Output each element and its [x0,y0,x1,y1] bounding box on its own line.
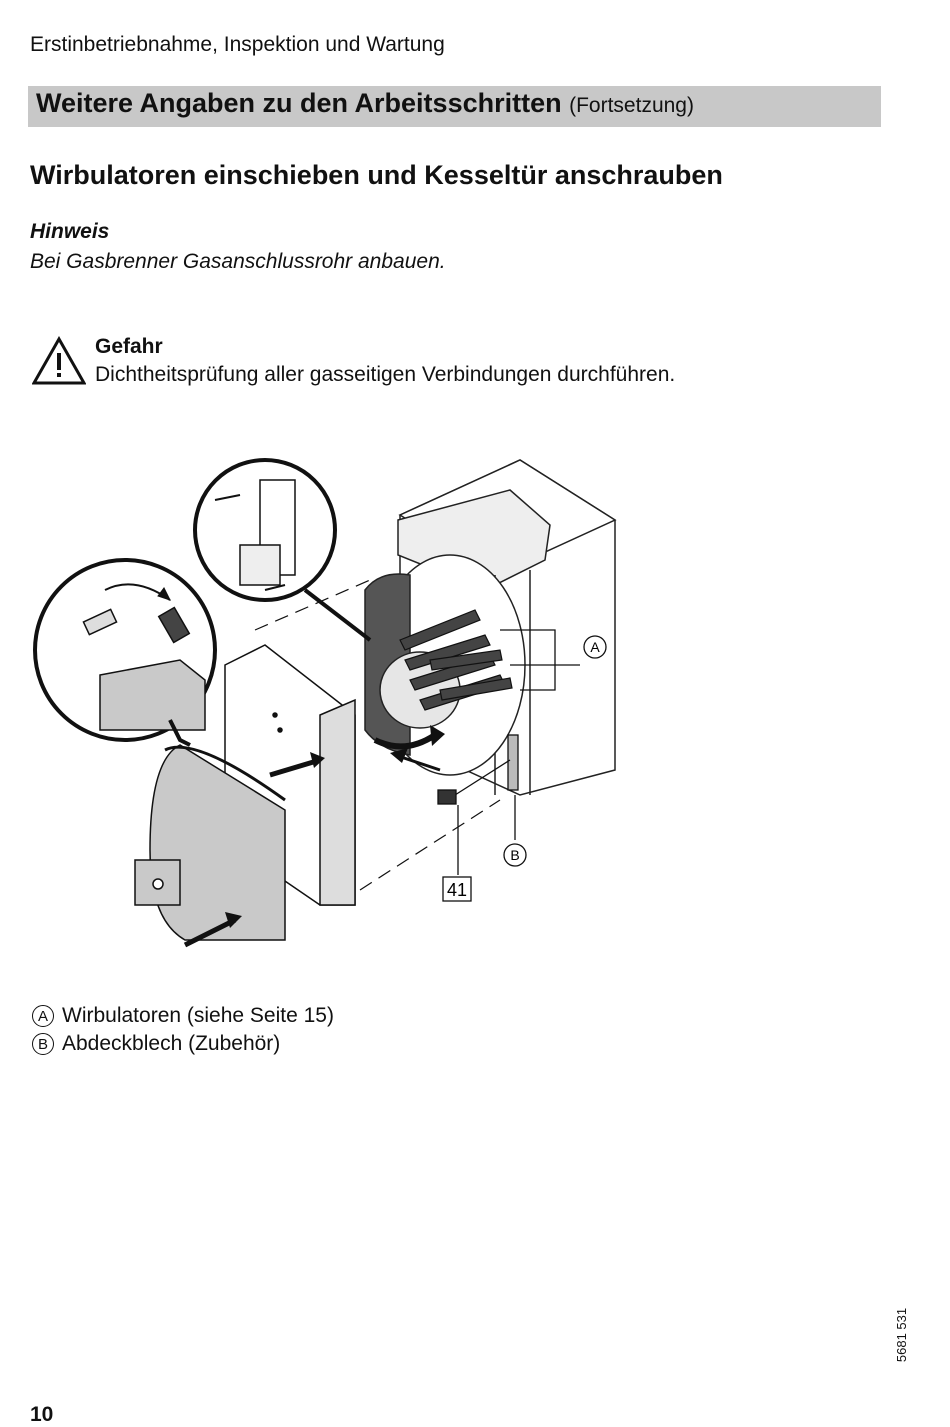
section-title [36,88,694,119]
legend-item [32,1004,334,1028]
legend-text: Abdeckblech (Zubehör) [62,1032,281,1055]
legend-letter: B [32,1033,54,1055]
detail-circle-burner [195,460,335,600]
hint-heading: Hinweis [30,220,110,243]
section-continuation: (Fortsetzung) [569,94,694,117]
page-number: 10 [30,1403,54,1426]
section-title-text: Weitere Angaben zu den Arbeitsschritten [36,88,562,118]
callout-a-label: A [590,639,600,655]
danger-text: Dichtheitsprüfung aller gasseitigen Verbindungen durchführen. [95,363,676,386]
legend-letter: A [32,1005,54,1027]
subsection-title: Wirbulatoren einschieben und Kesseltür anschrauben [30,160,723,190]
boiler-assembly-illustration [30,450,670,960]
detail-circle-handle [35,560,215,740]
callout-b-label: B [510,847,520,863]
running-header: Erstinbetriebnahme, Inspektion und Wartung [30,33,445,56]
document-number: 5681 531 [894,1307,909,1363]
hint-text: Bei Gasbrenner Gasanschlussrohr anbauen. [30,250,446,273]
warning-triangle-icon [32,336,86,386]
legend-item [32,1032,280,1056]
legend-text: Wirbulatoren (siehe Seite 15) [62,1004,334,1027]
part-number-label: 41 [446,880,468,900]
danger-heading: Gefahr [95,335,163,358]
